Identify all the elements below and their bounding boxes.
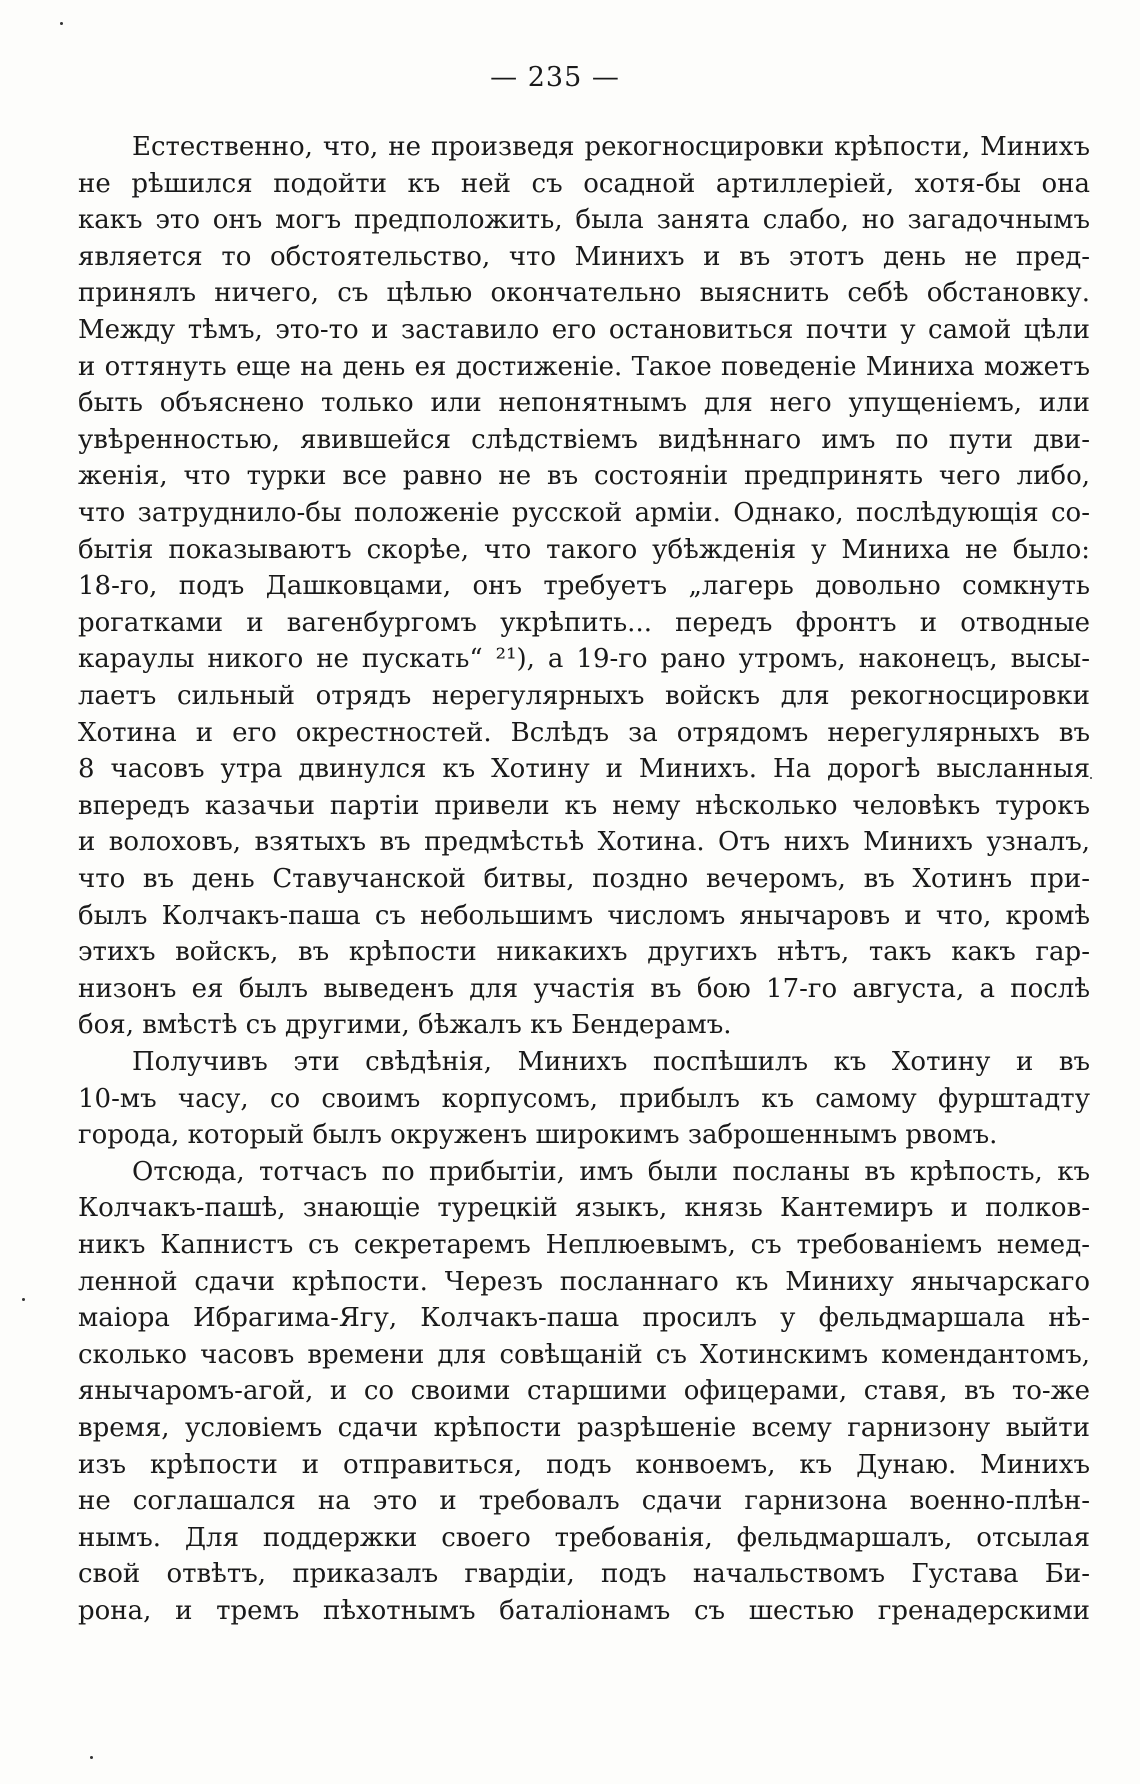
text-line: Колчакъ-пашѣ, знающіе турецкій языкъ, князь Кантемиръ и полков-: [78, 1193, 1090, 1224]
text-line: лаетъ сильный отрядъ нерегулярныхъ войскъ для рекогносцировки: [78, 681, 1090, 711]
text-line: маіора Ибрагима-Ягу, Колчакъ-паша просилъ у фельдмаршала нѣ-: [78, 1303, 1090, 1334]
text-line: караулы никого не пускать“ ²¹), а 19-го рано утромъ, наконецъ, высы-: [78, 644, 1090, 675]
text-line: какъ это онъ могъ предположить, была занята слабо, но загадочнымъ: [78, 205, 1090, 236]
text-line: сколько часовъ времени для совѣщаній съ Хотинскимъ комендантомъ,: [78, 1339, 1090, 1370]
text-line: изъ крѣпости и отправиться, подъ конвоемъ, къ Дунаю. Минихъ: [78, 1449, 1090, 1480]
text-line: время, условіемъ сдачи крѣпости разрѣшеніе всему гарнизону выйти: [78, 1413, 1090, 1443]
text-line: рона, и тремъ пѣхотнымъ баталіонамъ съ шестью гренадерскими: [78, 1596, 1090, 1626]
text-line: низонъ ея былъ выведенъ для участія въ бою 17-го августа, а послѣ: [78, 973, 1090, 1004]
text-line: и оттянуть еще на день ея достиженіе. Такое поведеніе Миниха можетъ: [78, 351, 1090, 382]
text-line: женія, что турки все равно не въ состояніи предпринять чего либо,: [78, 461, 1090, 492]
text-line: 10-мъ часу, со своимъ корпусомъ, прибылъ къ самому фурштадту: [78, 1083, 1090, 1114]
text-line: города, который былъ окруженъ широкимъ заброшеннымъ рвомъ.: [78, 1120, 998, 1151]
text-line: Естественно, что, не произведя рекогносцировки крѣпости, Минихъ: [132, 132, 1090, 162]
text-line: Отсюда, тотчасъ по прибытіи, имъ были посланы въ крѣпость, къ: [132, 1156, 1090, 1187]
text-line: Получивъ эти свѣдѣнія, Минихъ поспѣшилъ къ Хотину и въ: [132, 1047, 1090, 1077]
text-line: этихъ войскъ, въ крѣпости никакихъ другихъ нѣтъ, такъ какъ гар-: [78, 937, 1090, 968]
text-line: свой отвѣтъ, приказалъ гвардіи, подъ начальствомъ Густава Би-: [78, 1559, 1090, 1590]
text-line: впередъ казачьи партіи привели къ нему нѣсколько человѣкъ турокъ: [78, 790, 1090, 821]
margin-speck: [1090, 777, 1092, 779]
text-line: рогатками и вагенбургомъ укрѣпить... передъ фронтъ и отводные: [78, 607, 1090, 638]
text-line: и волоховъ, взятыхъ въ предмѣстьѣ Хотина. Отъ нихъ Минихъ узналъ,: [78, 827, 1090, 858]
text-line: янычаромъ-агой, и со своими старшими офицерами, ставя, въ то-же: [78, 1376, 1090, 1407]
text-line: увѣренностью, явившейся слѣдствіемъ видѣннаго имъ по пути дви-: [78, 424, 1090, 455]
text-line: что въ день Ставучанской битвы, поздно вечеромъ, въ Хотинъ при-: [78, 864, 1090, 894]
text-line: принялъ ничего, съ цѣлью окончательно выяснить себѣ обстановку.: [78, 278, 1090, 309]
text-line: не рѣшился подойти къ ней съ осадной артиллеріей, хотя-бы она: [78, 168, 1090, 199]
text-line: является то обстоятельство, что Минихъ и въ этотъ день не пред-: [78, 241, 1090, 272]
margin-speck: [90, 1756, 93, 1759]
text-line: былъ Колчакъ-паша съ небольшимъ числомъ янычаровъ и что, кромѣ: [78, 900, 1090, 931]
text-line: Хотина и его окрестностей. Вслѣдъ за отрядомъ нерегулярныхъ въ: [78, 717, 1090, 748]
text-line: ленной сдачи крѣпости. Черезъ посланнаго къ Миниху янычарскаго: [78, 1266, 1090, 1297]
text-line: бытія показываютъ скорѣе, что такого убѣжденія у Миниха не было:: [78, 534, 1090, 565]
text-line: никъ Капнистъ съ секретаремъ Неплюевымъ, съ требованіемъ немед-: [78, 1230, 1090, 1260]
text-line: не соглашался на это и требовалъ сдачи гарнизона военно-плѣн-: [78, 1486, 1090, 1517]
text-line: что затруднило-бы положеніе русской арміи. Однако, послѣдующія со-: [78, 498, 1090, 528]
margin-speck: [60, 22, 63, 25]
page-number: — 235 —: [490, 62, 620, 93]
text-line: Между тѣмъ, это-то и заставило его остановиться почти у самой цѣли: [78, 315, 1090, 345]
text-line: нымъ. Для поддержки своего требованія, фельдмаршалъ, отсылая: [78, 1522, 1090, 1553]
text-line: быть объяснено только или непонятнымъ для него упущеніемъ, или: [78, 388, 1090, 419]
text-line: боя, вмѣстѣ съ другими, бѣжалъ къ Бендерамъ.: [78, 1010, 732, 1041]
text-line: 18-го, подъ Дашковцами, онъ требуетъ „лагерь довольно сомкнуть: [78, 571, 1090, 602]
text-line: 8 часовъ утра двинулся къ Хотину и Минихъ. На дорогѣ высланныя: [78, 754, 1090, 785]
margin-speck: [22, 1298, 25, 1301]
